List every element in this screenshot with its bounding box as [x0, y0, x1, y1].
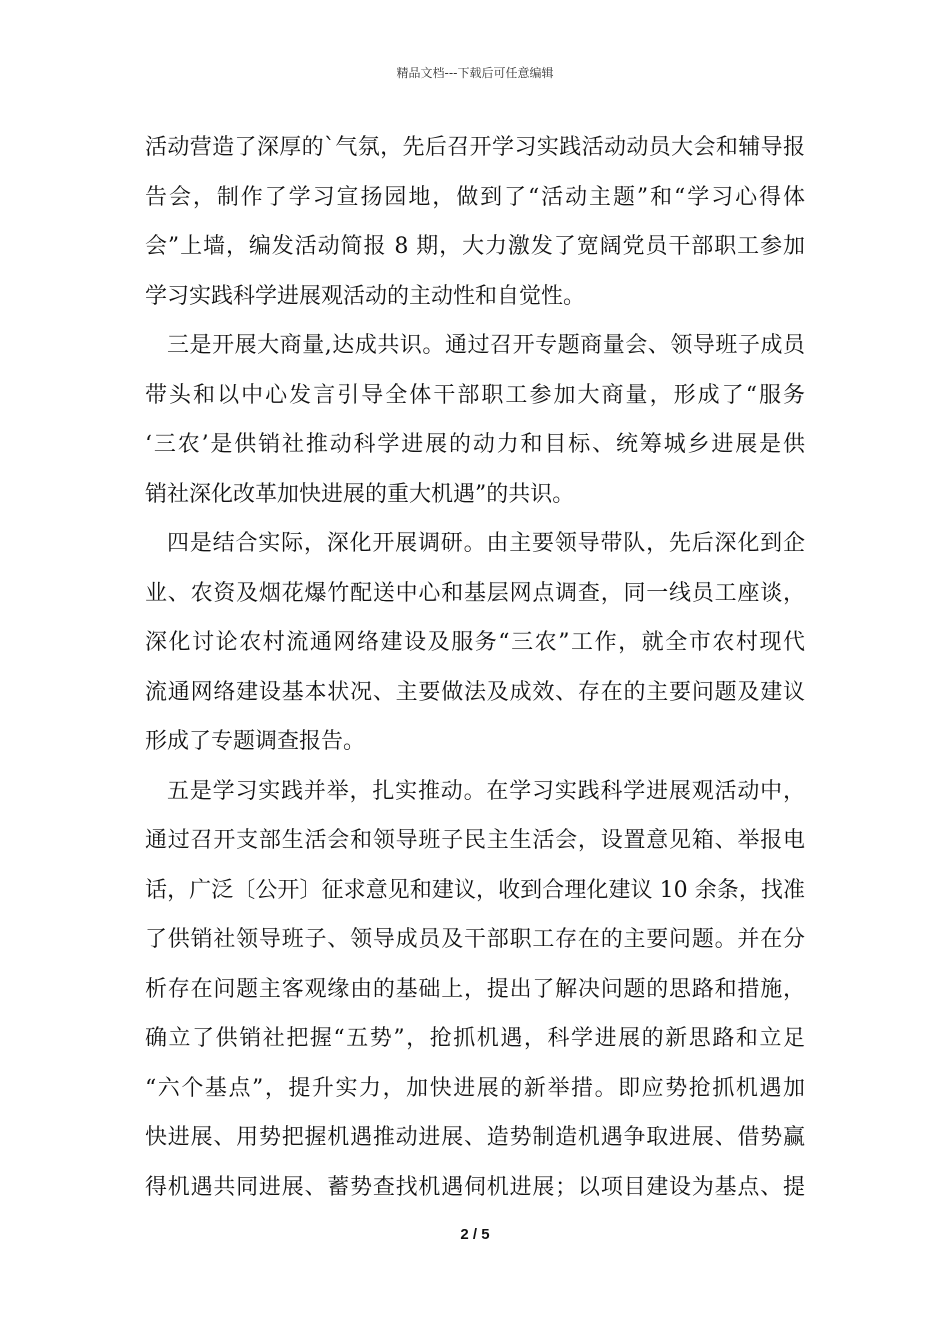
paragraph-line: 三是开展大商量,达成共识。通过召开专题商量会、领导班子成员 [167, 333, 805, 358]
page-number-separator: / [468, 1226, 482, 1243]
paragraph [145, 519, 805, 767]
paragraph-line: 销社深化改革加快进展的重大机遇”的共识。 [145, 481, 575, 507]
page-footer [0, 1226, 950, 1243]
paragraph-line: 活动营造了深厚的`气氛，先后召开学习实践活动动员大会和辅导报 [145, 135, 805, 160]
paragraph-line: 五是学习实践并举，扎实推动。在学习实践科学进展观活动中， [167, 778, 805, 804]
page-number-current: 2 [460, 1226, 469, 1243]
paragraph-line: 形成了专题调查报告。 [145, 729, 366, 754]
paragraph-line: 确立了供销社把握“五势”，抢抓机遇，科学进展的新思路和立足 [145, 1026, 805, 1051]
page-number-total: 5 [481, 1226, 490, 1243]
paragraph-line: 业、农资及烟花爆竹配送中心和基层网点调查，同一线员工座谈， [145, 580, 805, 606]
paragraph-line: ‘三农’是供销社推动科学进展的动力和目标、统筹城乡进展是供 [145, 432, 805, 457]
paragraph-line: 带头和以中心发言引导全体干部职工参加大商量，形成了“服务 [145, 382, 805, 408]
paragraph-line: “六个基点”，提升实力，加快进展的新举措。即应势抢抓机遇加 [145, 1075, 805, 1101]
paragraph-line: 深化讨论农村流通网络建设及服务“三农”工作，就全市农村现代 [145, 630, 805, 655]
paragraph [145, 321, 805, 519]
paragraph-line: 得机遇共同进展、蓄势查找机遇伺机进展；以项目建设为基点、提 [145, 1174, 805, 1200]
paragraph-line: 析存在问题主客观缘由的基础上，提出了解决问题的思路和措施， [145, 976, 805, 1002]
paragraph-line: 通过召开支部生活会和领导班子民主生活会，设置意见箱、举报电 [145, 828, 805, 853]
document-body [145, 123, 805, 1212]
paragraph-line: 四是结合实际，深化开展调研。由主要领导带队，先后深化到企 [167, 531, 805, 556]
paragraph-line: 会”上墙，编发活动简报 8 期，大力激发了宽阔党员干部职工参加 [145, 234, 805, 259]
paragraph [145, 123, 805, 321]
header-text: 精品文档---下载后可任意编辑 [396, 66, 554, 80]
paragraph-line: 学习实践科学进展观活动的主动性和自觉性。 [145, 283, 586, 309]
paragraph [145, 767, 805, 1213]
paragraph-line: 快进展、用势把握机遇推动进展、造势制造机遇争取进展、借势赢 [145, 1125, 805, 1150]
paragraph-line: 了供销社领导班子、领导成员及干部职工存在的主要问题。并在分 [145, 927, 805, 952]
paragraph-line: 话，广泛〔公开〕征求意见和建议，收到合理化建议 10 余条，找准 [145, 877, 805, 903]
paragraph-line: 流通网络建设基本状况、主要做法及成效、存在的主要问题及建议 [145, 679, 805, 705]
page-header [0, 64, 950, 81]
paragraph-line: 告会，制作了学习宣扬园地，做到了“活动主题”和“学习心得体 [145, 184, 805, 210]
